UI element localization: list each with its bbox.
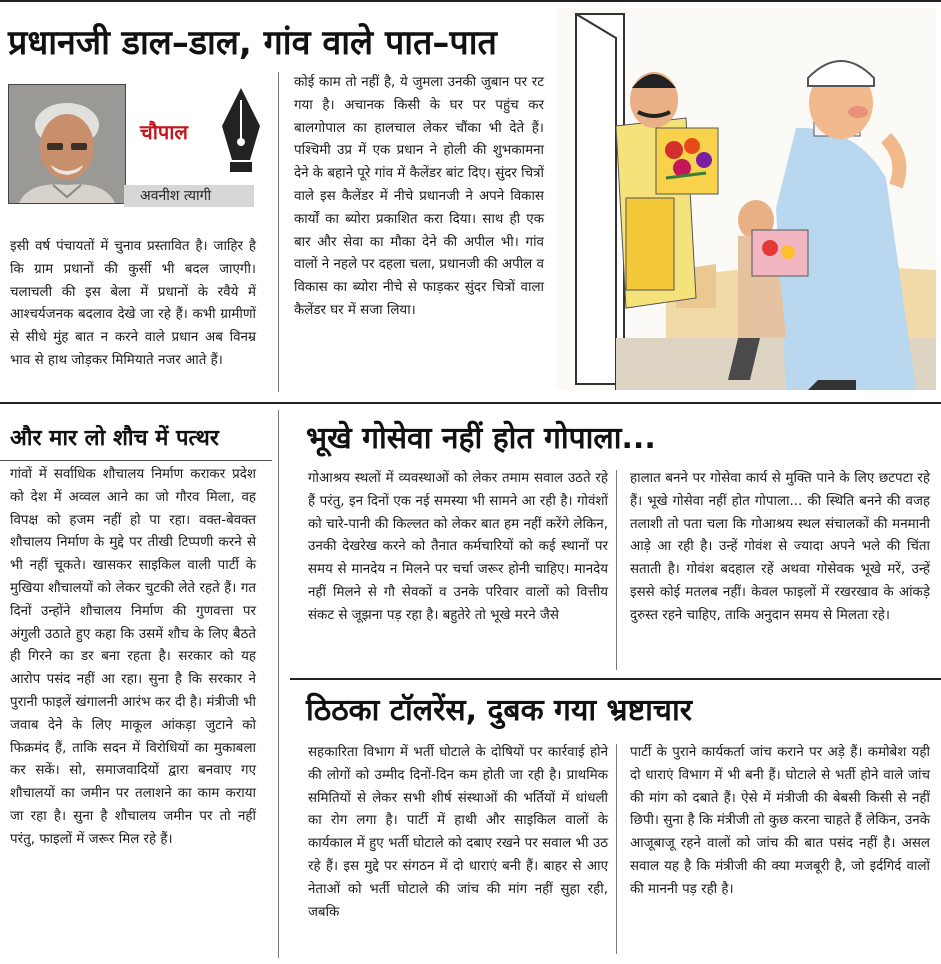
top-rule xyxy=(0,0,941,2)
cows-headline: भूखे गोसेवा नहीं होत गोपाला... xyxy=(306,421,656,456)
section-rule xyxy=(0,402,941,404)
toilet-text: गांवों में सर्वाधिक शौचालय निर्माण कराकर प्रदेश को देश में अव्वल आने का जो गौरव मिला, वह विपक्ष को हजम नहीं हो पा रहा। वक्त-बेवक्त शौचालय निर्माण के मुद्दे पर तीखी टिप्पणी करने से भी नहीं चूकते। खासकर साइकिल वाली पार्टी के मुखिया शौचालयों को लेकर चुटकी लेते रहते हैं। गत दिनों उन्होंने शौचालय निर्माण की गुणवत्ता पर अंगुली उठाते हुए कहा कि उसमें शौच के लिए बैठते ही गिरने का डर बना रहता है। सरकार को यह आरोप पसंद नहीं आ रहा। सुना है कि सरकार ने पुरानी फाइलें खंगालनी आरंभ कर दी है। मंत्रीजी भी जवाब देने के लिए माकूल आंकड़ा जुटाने को फिक्रमंद हैं, ताकि सदन में विरोधियों का मुकाबला कर सकें। सो, समाजवादियों द्वारा बनवाए गए शौचालयों का जमीन पर तलाशने का काम कराया जा रहा है। सुना है शौचालय जमीन पर तो नहीं परंतु, फाइलों में जरूर मिल रहे हैं। xyxy=(10,467,256,847)
corruption-text-col2: पार्टी के पुराने कार्यकर्ता जांच कराने पर अड़े हैं। कमोबेश यही दो धाराएं विभाग में भी बनी हैं। घोटाले से भर्ती होने वाले जांच की मांग को दबाते हैं। ऐसे में मंत्रीजी की बेबसी किसी से नहीं छिपी। सुना है कि मंत्रीजी तो कुछ करना चाहते हैं लेकिन, उनके आजूबाजू रहने वालों को जांच की बात पसंद नहीं है। असल सवाल यह है कि मंत्रीजी की क्या मजबूरी है, जो इर्दगिर्द वालों की माननी पड़ रही है। xyxy=(630,745,930,897)
fountain-pen-icon xyxy=(216,86,266,176)
cows-col-divider xyxy=(616,470,617,670)
cartoon-illustration xyxy=(556,8,936,390)
column-name: चौपाल xyxy=(140,120,188,144)
toilet-headline-rule xyxy=(0,460,272,461)
corruption-col-divider xyxy=(616,744,617,954)
author-photo xyxy=(8,84,126,204)
top-headline: प्रधानजी डाल–डाल, गांव वाले पात–पात xyxy=(8,23,497,63)
cows-text-col1: गोआश्रय स्थलों में व्यवस्थाओं को लेकर तमाम सवाल उठते रहे हैं परंतु, इन दिनों एक नई समस्या भी सामने आ रही है। गोवंशों को चारे-पानी की किल्लत को लेकर बात हम नहीं करेंगे लेकिन, उनकी देखरेख करने को तैनात कर्मचारियों को कई स्थानों पर समय से मानदेय न मिलने पर चर्चा जरूर होनी चाहिए। मानदेय नहीं मिलने से गौ सेवकों व उनके परिवार वालों को वित्तीय संकट से जूझना पड़ रहा है। बहुतेरे तो भूखे मरने जैसे xyxy=(308,471,608,623)
corruption-headline: ठिठका टॉलरेंस, दुबक गया भ्रष्टाचार xyxy=(306,693,693,728)
top-left-text: इसी वर्ष पंचायतों में चुनाव प्रस्तावित है। जाहिर है कि ग्राम प्रधानों की कुर्सी भी बदल जाएगी। चलाचली की इस बेला में प्रधानों के रवैये में आश्चर्यजनक बदलाव देखे जा रहे हैं। कभी ग्रामीणों से सीधे मुंह बात न करने वाले प्रधान अब विनम्र भाव से हाथ जोड़कर मिमियाते नजर आते हैं। xyxy=(10,239,256,368)
cows-text-col2: हालात बनने पर गोसेवा कार्य से मुक्ति पाने के लिए छटपटा रहे हैं। भूखे गोसेवा नहीं होत गोपाला... की स्थिति बनने की वजह तलाशी तो पता चला कि गोआश्रय स्थल संचालकों की मनमानी आड़े आ रही है। उन्हें गोवंश से ज्यादा अपने भले की चिंता सताती है। गोवंश बदहाल रहें अथवा गोसेवक भूखे मरें, उन्हें इससे कोई मतलब नहीं। केवल फाइलों में रखरखाव के आंकड़े दुरुस्त रहने चाहिए, ताकि अनुदान समय से मिलता रहे। xyxy=(630,471,930,623)
corruption-text-col1: सहकारिता विभाग में भर्ती घोटाले के दोषियों पर कार्रवाई होने की लोगों को उम्मीद दिनों-दिन कम होती जा रही है। प्राथमिक समितियों से लेकर सभी शीर्ष संस्थाओं की भर्तियों में धांधली का रोग लगा है। पार्टी में हाथी और साइकिल वालों के कार्यकाल में हुए भर्ती घोटाले को दबाए रखने पर सवाल भी उठ रहे हैं। इस मुद्दे पर संगठन में दो धाराएं बनी हैं। बाहर से आए नेताओं को भर्ती घोटाले की जांच की मांग नहीं सुहा रही, जबकि xyxy=(308,745,608,920)
left-col-divider xyxy=(278,410,279,958)
author-name: अवनीश त्यागी xyxy=(140,188,212,204)
top-right-text: कोई काम तो नहीं है, ये जुमला उनकी जुबान पर रट गया है। अचानक किसी के घर पर पहुंच कर बालगोपाल का हालचाल लेकर चौंका भी देते हैं। पश्चिमी उप्र में एक प्रधान ने होली की शुभकामना देने के बहाने पूरे गांव में कैलेंडर बांट दिए। सुंदर चित्रों वाले इस कैलेंडर में नीचे प्रधानजी ने अपने विकास कार्यों का ब्योरा प्रकाशित करा दिया। साथ ही एक बार और सेवा का मौका देने की अपील भी। गांव वालों ने नहले पर दहला चला, प्रधानजी की अपील व विकास का ब्योरा नीचे से फाड़कर सुंदर चित्रों वाला कैलेंडर घर में सजा लिया। xyxy=(294,75,544,318)
mid-section-rule xyxy=(290,678,941,680)
top-col-divider xyxy=(278,72,279,392)
toilet-headline: और मार लो शौच में पत्थर xyxy=(10,426,219,451)
